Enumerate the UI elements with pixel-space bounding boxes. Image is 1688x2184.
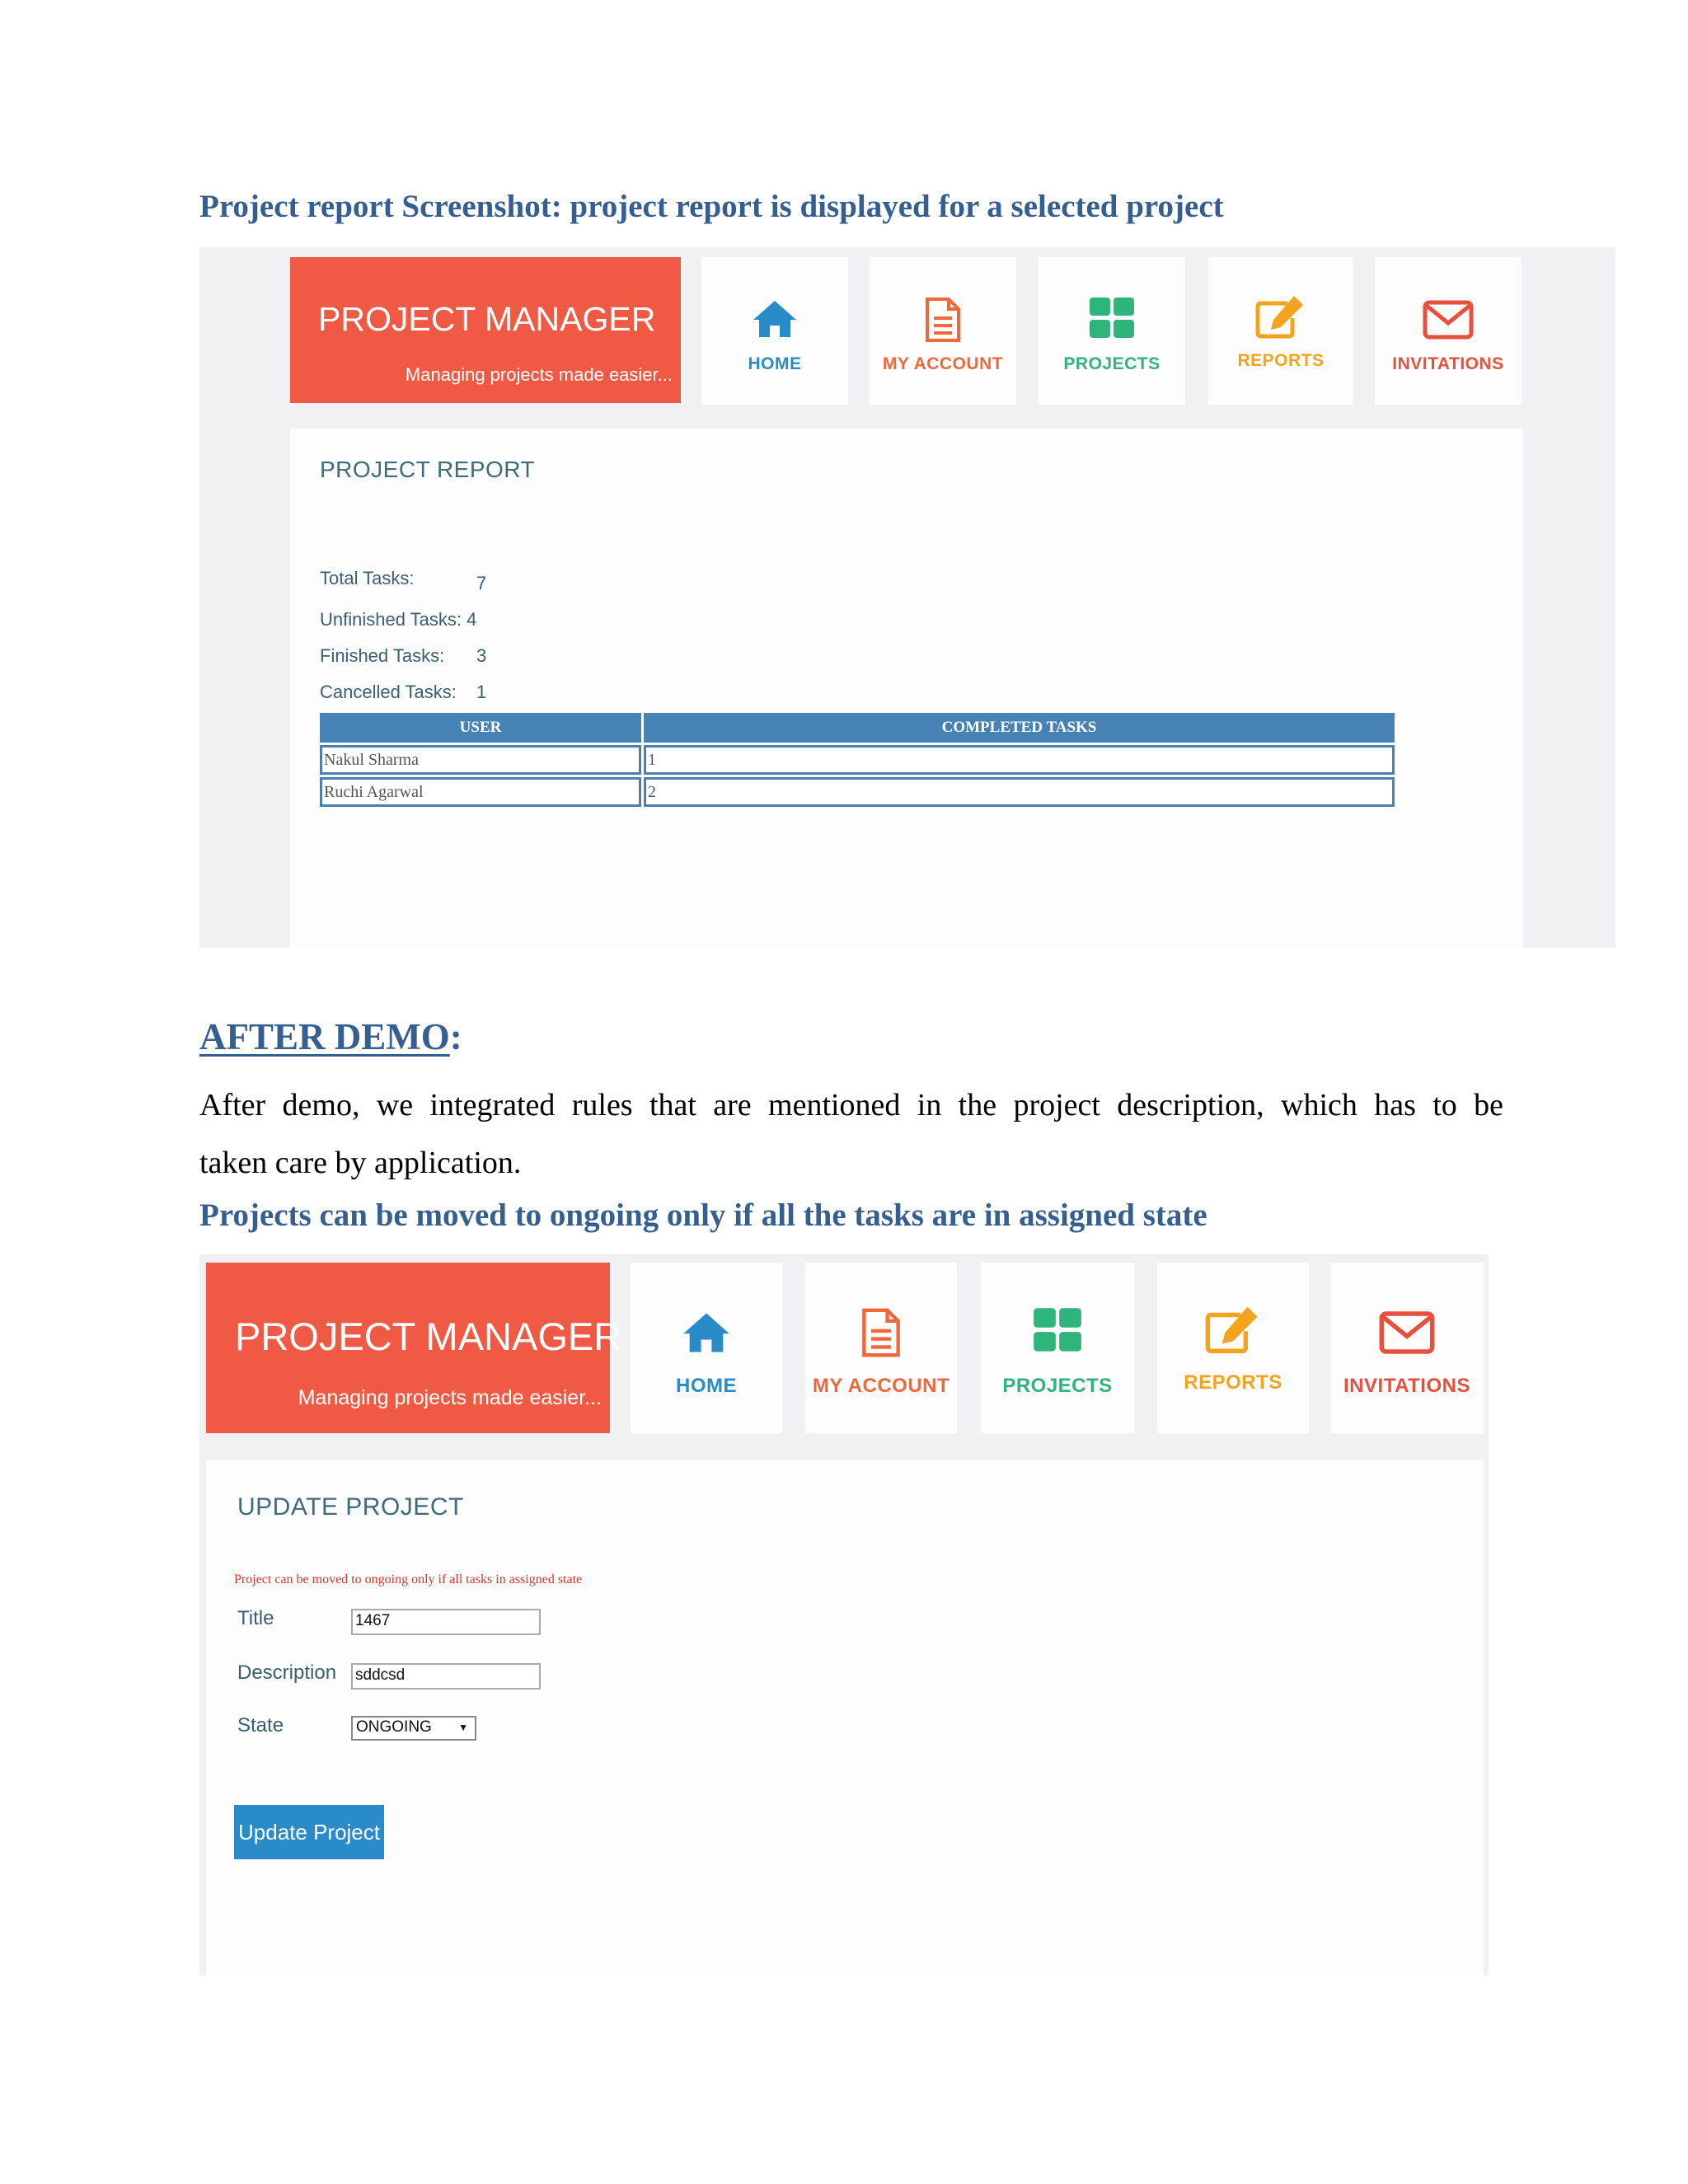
nav-home-label: HOME: [748, 354, 802, 373]
paragraph-line-1: After demo, we integrated rules that are mentioned in the project description, which has to be: [199, 1088, 1503, 1122]
nav-projects[interactable]: [981, 1263, 1134, 1433]
nav-projects[interactable]: [1039, 257, 1185, 405]
edit-icon: [1204, 1304, 1262, 1355]
nav-reports-label: REPORTS: [1237, 351, 1325, 370]
brand-title: PROJECT MANAGER: [318, 300, 656, 338]
nav-invitations[interactable]: [1375, 257, 1522, 405]
edit-icon: [1254, 293, 1307, 340]
nav-projects-label: PROJECTS: [1063, 354, 1160, 373]
cell-completed: 2: [644, 777, 1395, 807]
update-screenshot: [199, 1254, 1489, 1975]
cell-user: Ruchi Agarwal: [320, 777, 641, 807]
chevron-down-icon: ▼: [458, 1722, 468, 1733]
nav-my-account[interactable]: [870, 257, 1016, 405]
stat-label: Unfinished Tasks:: [320, 609, 462, 630]
table-row: [320, 745, 1395, 775]
stat-total-tasks: [320, 568, 487, 593]
nav-my-account[interactable]: [805, 1263, 957, 1433]
state-label: State: [237, 1714, 284, 1736]
title-label: Title: [237, 1607, 274, 1629]
report-screenshot: [199, 247, 1615, 948]
page-title: UPDATE PROJECT: [237, 1493, 464, 1521]
table-row: [320, 777, 1395, 807]
envelope-icon: [1423, 300, 1474, 340]
update-panel: [206, 1460, 1484, 1975]
stat-value: 4: [467, 609, 477, 630]
nav-invitations-label: INVITATIONS: [1392, 354, 1504, 373]
column-header-completed: COMPLETED TASKS: [644, 713, 1395, 743]
stat-value: 7: [476, 573, 487, 593]
brand-title: PROJECT MANAGER: [235, 1315, 622, 1358]
rule-caption: Projects can be moved to ongoing only if all the tasks are in assigned state: [199, 1197, 1207, 1233]
title-input[interactable]: 1467: [351, 1609, 541, 1635]
stat-finished-tasks: [320, 645, 487, 667]
nav-reports-label: REPORTS: [1184, 1371, 1282, 1394]
brand-subtitle: Managing projects made easier...: [405, 364, 673, 385]
document-icon: [924, 297, 962, 343]
nav-reports[interactable]: [1208, 257, 1353, 405]
cell-user: Nakul Sharma: [320, 745, 641, 775]
grid-icon: [1032, 1307, 1083, 1353]
stat-label: Finished Tasks:: [320, 645, 445, 666]
state-select[interactable]: [351, 1716, 476, 1741]
document-icon: [860, 1307, 902, 1358]
home-icon: [681, 1310, 732, 1355]
stat-unfinished-tasks: [320, 609, 476, 630]
stat-value: 1: [476, 682, 487, 702]
paragraph-line-2: taken care by application.: [199, 1146, 522, 1180]
brand-block[interactable]: [290, 257, 681, 403]
nav-home-label: HOME: [676, 1375, 737, 1397]
brand-block[interactable]: [206, 1263, 622, 1433]
report-panel: [290, 429, 1523, 948]
cell-completed: 1: [644, 745, 1395, 775]
stat-value: 3: [476, 645, 487, 666]
nav-my-account-label: MY ACCOUNT: [812, 1375, 950, 1397]
state-select-value: ONGOING: [356, 1718, 432, 1736]
stat-cancelled-tasks: [320, 682, 487, 703]
nav-my-account-label: MY ACCOUNT: [882, 354, 1004, 373]
nav-home[interactable]: [701, 257, 848, 405]
home-icon: [751, 298, 799, 340]
description-label: Description: [237, 1661, 337, 1684]
after-demo-text: AFTER DEMO: [199, 1016, 450, 1057]
update-project-button[interactable]: Update Project: [234, 1805, 384, 1859]
description-input[interactable]: sddcsd: [351, 1663, 541, 1690]
grid-icon: [1088, 297, 1136, 340]
brand-subtitle: Managing projects made easier...: [298, 1386, 602, 1409]
nav-reports[interactable]: [1157, 1263, 1309, 1433]
table-header-row: [320, 713, 1395, 743]
stat-label: Total Tasks:: [320, 568, 415, 588]
nav-invitations-label: INVITATIONS: [1343, 1375, 1470, 1397]
envelope-icon: [1379, 1310, 1435, 1355]
after-demo-colon: :: [449, 1016, 462, 1057]
after-demo-heading: [199, 1015, 462, 1058]
column-header-user: USER: [320, 713, 641, 743]
stat-label: Cancelled Tasks:: [320, 682, 457, 702]
completed-tasks-table: [317, 710, 1397, 809]
page-title: PROJECT REPORT: [320, 457, 536, 482]
report-caption: Project report Screenshot: project report is displayed for a selected project: [199, 189, 1224, 224]
nav-home[interactable]: [631, 1263, 782, 1433]
nav-projects-label: PROJECTS: [1002, 1375, 1113, 1397]
validation-note: Project can be moved to ongoing only if all tasks in assigned state: [234, 1572, 583, 1586]
nav-invitations[interactable]: [1330, 1263, 1484, 1433]
after-demo-paragraph: [199, 1076, 1503, 1192]
